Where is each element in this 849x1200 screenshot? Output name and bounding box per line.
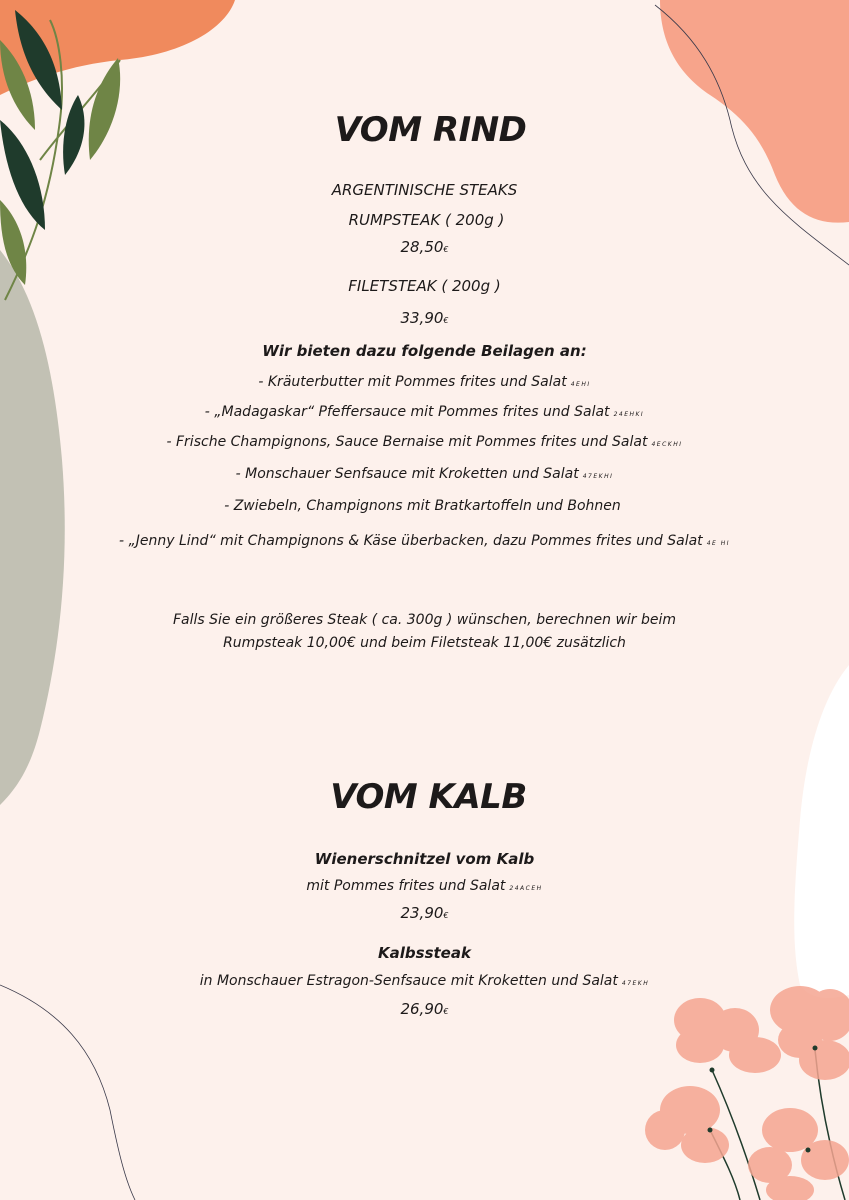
- price-value: 26,90: [400, 1000, 444, 1018]
- item-rumpsteak-name: RUMPSTEAK ( 200g ): [348, 211, 505, 229]
- side-dish-text: - „Madagaskar“ Pfeffersauce mit Pommes frites und Salat: [204, 404, 610, 420]
- side-dish-text: - Kräuterbutter mit Pommes frites und Salat: [258, 374, 567, 390]
- side-dish-item: [0, 498, 849, 514]
- side-dish-text: - Zwiebeln, Champignons mit Bratkartoffeln und Bohnen: [224, 498, 621, 514]
- item-kalbssteak-price: [0, 1000, 849, 1018]
- allergen-code: 24ACEH: [509, 885, 543, 892]
- currency-symbol: €: [443, 316, 449, 325]
- allergen-code: 47EKHI: [582, 473, 614, 480]
- currency-symbol: €: [443, 1007, 449, 1016]
- item-description: in Monschauer Estragon-Senfsauce mit Kroketten und Salat: [199, 973, 618, 989]
- item-wienerschnitzel-price: [0, 904, 849, 922]
- larger-steak-note-line2: Rumpsteak 10,00€ und beim Filetsteak 11,00€ zusätzlich: [223, 635, 626, 651]
- currency-symbol: €: [443, 245, 449, 254]
- item-rumpsteak-price: [0, 238, 849, 256]
- price-value: 28,50: [400, 238, 444, 256]
- side-dish-item: [0, 466, 849, 482]
- item-filetsteak-name: FILETSTEAK ( 200g ): [348, 277, 501, 295]
- item-wienerschnitzel-desc: [0, 878, 849, 894]
- side-dish-item: [0, 404, 849, 420]
- allergen-code: 47EKH: [621, 980, 650, 987]
- price-value: 33,90: [400, 309, 444, 327]
- sides-heading: Wir bieten dazu folgende Beilagen an:: [262, 342, 587, 360]
- section-title-kalb: VOM KALB: [330, 777, 527, 817]
- side-dish-item: [0, 434, 849, 450]
- item-filetsteak-price: [0, 309, 849, 327]
- price-value: 23,90: [400, 904, 444, 922]
- section-title-rind: VOM RIND: [334, 110, 527, 150]
- side-dish-text: - Frische Champignons, Sauce Bernaise mit Pommes frites und Salat: [166, 434, 648, 450]
- item-kalbssteak-desc: [0, 973, 849, 989]
- allergen-code: 4ECKHI: [651, 441, 683, 448]
- side-dish-item: [0, 374, 849, 390]
- item-wienerschnitzel-name: Wienerschnitzel vom Kalb: [314, 850, 535, 868]
- allergen-code: 4E HI: [706, 540, 730, 547]
- currency-symbol: €: [443, 911, 449, 920]
- larger-steak-note-line1: Falls Sie ein größeres Steak ( ca. 300g ) wünschen, berechnen wir beim: [172, 612, 677, 628]
- allergen-code: 24EHKI: [613, 411, 645, 418]
- side-dish-text: - „Jenny Lind“ mit Champignons & Käse überbacken, dazu Pommes frites und Salat: [119, 533, 703, 549]
- item-kalbssteak-name: Kalbssteak: [378, 944, 471, 962]
- side-dish-item: [0, 533, 849, 549]
- subtitle-argentinian-steaks: ARGENTINISCHE STEAKS: [331, 181, 518, 199]
- side-dish-text: - Monschauer Senfsauce mit Kroketten und Salat: [235, 466, 579, 482]
- allergen-code: 4EHI: [570, 381, 591, 388]
- item-description: mit Pommes frites und Salat: [306, 878, 506, 894]
